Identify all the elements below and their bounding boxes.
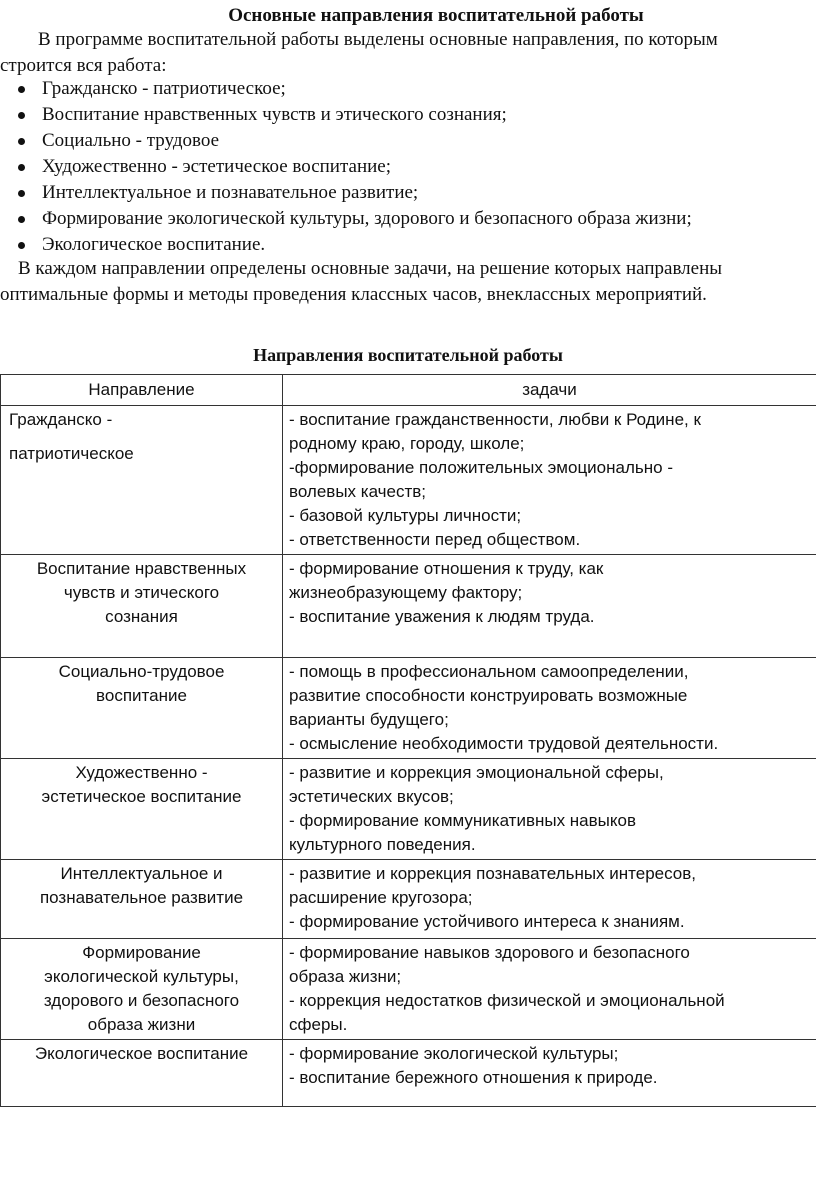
bullet-item — [0, 154, 692, 180]
tasks-cell — [283, 939, 816, 1040]
tasks-cell — [283, 406, 816, 555]
task-line: расширение кругозора; — [289, 888, 473, 907]
direction-line: воспитание — [96, 686, 187, 705]
bullet-text: Интеллектуальное и познавательное развитие; — [42, 182, 419, 203]
table-row — [1, 658, 816, 759]
bullet-item — [0, 206, 692, 232]
task-line: варианты будущего; — [289, 710, 449, 729]
bullet-text: Формирование экологической культуры, здорового и безопасного образа жизни; — [42, 208, 692, 229]
bullet-dot-icon — [18, 138, 25, 145]
direction-cell — [1, 658, 283, 759]
intro-line: В программе воспитательной работы выделены основные направления, по которым — [38, 29, 718, 50]
bullet-item — [0, 232, 692, 258]
direction-line: Гражданско - — [9, 410, 113, 429]
tasks-cell — [283, 860, 816, 939]
direction-line: Воспитание нравственных — [36, 559, 247, 578]
task-line: - формирование экологической культуры; — [289, 1044, 619, 1063]
table-header-row — [1, 375, 816, 406]
direction-cell — [1, 759, 283, 860]
task-line: волевых качеств; — [289, 482, 427, 501]
bullet-text: Экологическое воспитание. — [42, 234, 266, 255]
table-row — [1, 860, 816, 939]
table-row — [1, 939, 816, 1040]
direction-line: чувств и этического — [63, 583, 220, 602]
intro-line: строится вся работа: — [0, 55, 167, 76]
bullet-text: Гражданско - патриотическое; — [42, 78, 286, 99]
table-row — [1, 406, 816, 555]
task-line: - воспитание бережного отношения к природе. — [289, 1068, 658, 1087]
bullet-item — [0, 180, 692, 206]
outro-line: В каждом направлении определены основные задачи, на решение которых направлены — [18, 258, 723, 279]
table-row — [1, 1040, 816, 1107]
direction-cell — [1, 555, 283, 658]
bullet-dot-icon — [18, 242, 25, 249]
direction-line: патриотическое — [9, 444, 134, 463]
direction-line: здорового и безопасного — [43, 991, 240, 1010]
directions-bullet-list — [0, 76, 692, 258]
direction-line: сознания — [105, 607, 178, 626]
task-line: родному краю, городу, школе; — [289, 434, 525, 453]
task-line: образа жизни; — [289, 967, 402, 986]
outro-line: оптимальные формы и методы проведения классных часов, внеклассных мероприятий. — [0, 284, 707, 305]
column-header-direction: Направление — [1, 375, 283, 406]
task-line: - воспитание гражданственности, любви к Родине, к — [289, 410, 701, 429]
task-line: - помощь в профессиональном самоопределении, — [289, 662, 689, 681]
task-line: - осмысление необходимости трудовой деятельности. — [289, 734, 719, 753]
direction-line: Художественно - — [75, 763, 208, 782]
task-line: - развитие и коррекция эмоциональной сферы, — [289, 763, 664, 782]
direction-cell — [1, 860, 283, 939]
task-line: культурного поведения. — [289, 835, 476, 854]
task-line: жизнеобразующему фактору; — [289, 583, 523, 602]
bullet-text: Воспитание нравственных чувств и этического сознания; — [42, 104, 507, 125]
task-line: развитие способности конструировать возможные — [289, 686, 688, 705]
bullet-dot-icon — [18, 112, 25, 119]
bullet-dot-icon — [18, 164, 25, 171]
direction-line: экологической культуры, — [44, 967, 239, 986]
task-line: - формирование навыков здорового и безопасного — [289, 943, 690, 962]
tasks-cell — [283, 658, 816, 759]
task-line: - ответственности перед обществом. — [289, 530, 581, 549]
directions-table — [0, 374, 816, 1107]
direction-line: образа жизни — [87, 1015, 196, 1034]
table-row — [1, 555, 816, 658]
task-line: - воспитание уважения к людям труда. — [289, 607, 595, 626]
bullet-dot-icon — [18, 216, 25, 223]
direction-line: Экологическое воспитание — [34, 1044, 249, 1063]
task-line: - формирование отношения к труду, как — [289, 559, 604, 578]
task-line: - коррекция недостатков физической и эмоциональной — [289, 991, 725, 1010]
direction-line: познавательное развитие — [39, 888, 244, 907]
task-line: - формирование устойчивого интереса к знаниям. — [289, 912, 685, 931]
task-line: эстетических вкусов; — [289, 787, 454, 806]
outro-paragraph — [0, 256, 816, 308]
direction-line: Интеллектуальное и — [60, 864, 223, 883]
column-header-tasks: задачи — [283, 375, 816, 406]
direction-cell — [1, 1040, 283, 1107]
task-line: - развитие и коррекция познавательных интересов, — [289, 864, 697, 883]
task-line: -формирование положительных эмоционально - — [289, 458, 673, 477]
task-line: - базовой культуры личности; — [289, 506, 522, 525]
document-title: Основные направления воспитательной работы — [228, 5, 644, 26]
tasks-cell — [283, 759, 816, 860]
direction-line: Формирование — [82, 943, 201, 962]
table-row — [1, 759, 816, 860]
task-line: - формирование коммуникативных навыков — [289, 811, 637, 830]
direction-cell — [1, 406, 283, 555]
bullet-text: Социально - трудовое — [42, 130, 220, 151]
bullet-dot-icon — [18, 190, 25, 197]
direction-line: Социально-трудовое — [58, 662, 225, 681]
tasks-cell — [283, 555, 816, 658]
bullet-item — [0, 76, 692, 102]
table-title: Направления воспитательной работы — [253, 345, 563, 365]
tasks-cell — [283, 1040, 816, 1107]
bullet-item — [0, 128, 692, 154]
intro-paragraph — [0, 27, 816, 79]
direction-cell — [1, 939, 283, 1040]
bullet-dot-icon — [18, 86, 25, 93]
direction-line: эстетическое воспитание — [41, 787, 242, 806]
task-line: сферы. — [289, 1015, 348, 1034]
bullet-text: Художественно - эстетическое воспитание; — [42, 156, 391, 177]
bullet-item — [0, 102, 692, 128]
